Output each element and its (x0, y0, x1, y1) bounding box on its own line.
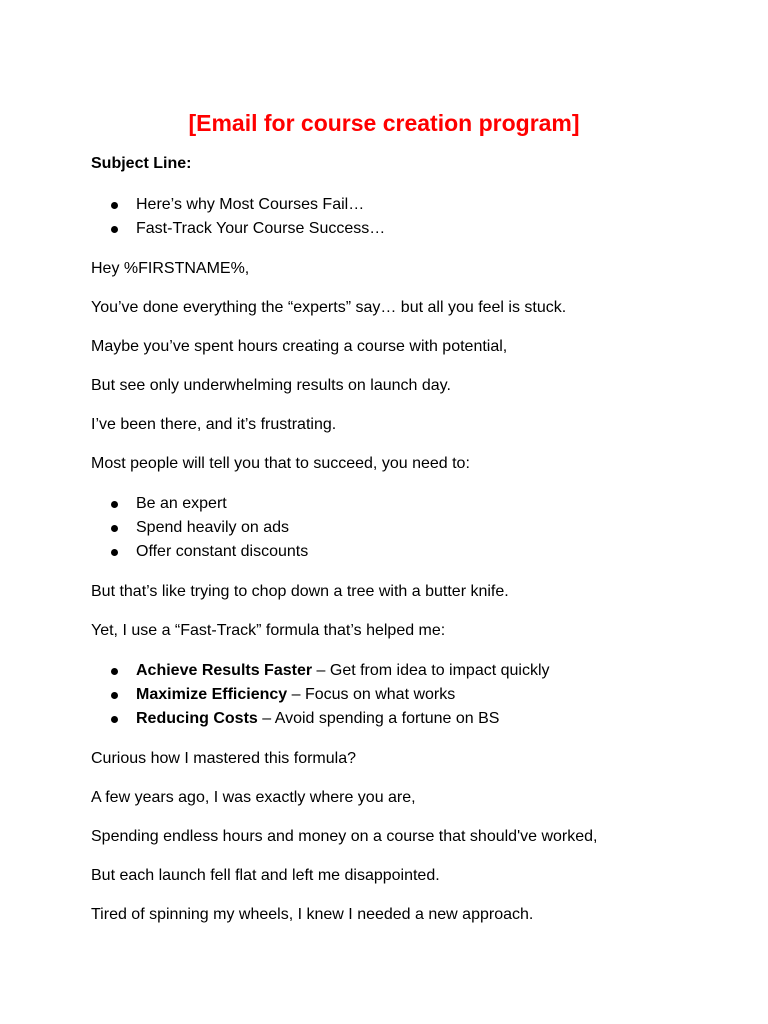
paragraph: You’ve done everything the “experts” say… but all you feel is stuck. (91, 299, 567, 316)
paragraph: Spending endless hours and money on a course that should've worked, (91, 828, 598, 845)
paragraph: But see only underwhelming results on launch day. (91, 377, 451, 394)
bullet-icon (111, 692, 118, 699)
bullet-icon (111, 549, 118, 556)
paragraph: Yet, I use a “Fast-Track” formula that’s helped me: (91, 622, 446, 639)
paragraph: Tired of spinning my wheels, I knew I needed a new approach. (91, 906, 534, 923)
list-item: Reducing Costs – Avoid spending a fortune on BS (91, 707, 731, 731)
paragraph: Curious how I mastered this formula? (91, 750, 356, 767)
list-item: Achieve Results Faster – Get from idea to impact quickly (91, 659, 731, 683)
document-title: [Email for course creation program] (188, 110, 580, 136)
bullet-icon (111, 202, 118, 209)
list-item: Spend heavily on ads (91, 516, 731, 540)
list-item: Maximize Efficiency – Focus on what works (91, 683, 731, 707)
bullet-icon (111, 668, 118, 675)
bullet-icon (111, 501, 118, 508)
subject-options-list (91, 193, 731, 241)
subject-line-label: Subject Line: (91, 155, 192, 172)
paragraph: Maybe you’ve spent hours creating a course with potential, (91, 338, 508, 355)
bullet-icon (111, 716, 118, 723)
list-item: Here’s why Most Courses Fail… (91, 193, 731, 217)
paragraph: A few years ago, I was exactly where you are, (91, 789, 416, 806)
paragraph: But each launch fell flat and left me disappointed. (91, 867, 440, 884)
list-item: Offer constant discounts (91, 540, 731, 564)
paragraph: But that’s like trying to chop down a tree with a butter knife. (91, 583, 509, 600)
paragraph: Most people will tell you that to succeed, you need to: (91, 455, 470, 472)
paragraph: I’ve been there, and it’s frustrating. (91, 416, 337, 433)
list-item: Fast-Track Your Course Success… (91, 217, 731, 241)
email-body (91, 152, 731, 927)
list-item: Be an expert (91, 492, 731, 516)
bullet-icon (111, 226, 118, 233)
benefit-list (91, 659, 731, 731)
myth-list (91, 492, 731, 564)
greeting: Hey %FIRSTNAME%, (91, 260, 250, 277)
bullet-icon (111, 525, 118, 532)
